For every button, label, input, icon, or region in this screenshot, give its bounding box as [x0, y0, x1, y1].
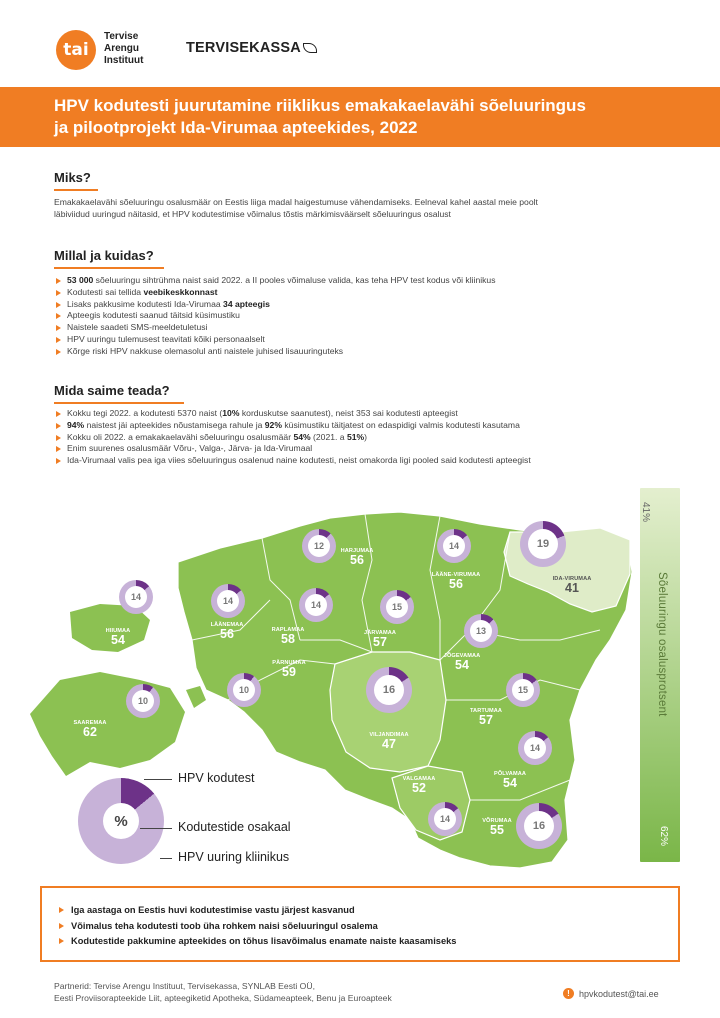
text: Kodutesti sai tellida	[67, 286, 144, 297]
section-title-mida: Mida saime teada?	[54, 383, 170, 398]
county-donut	[119, 580, 153, 614]
text: Naistele saadeti SMS-meeldetuletusi	[67, 322, 208, 333]
county-donut	[518, 731, 552, 765]
donut-value: 14	[434, 808, 456, 830]
tai-logo-mark: tai	[63, 40, 89, 60]
county-label	[432, 572, 481, 591]
county-name: TARTUMAA	[469, 708, 503, 714]
text: (2021. a	[310, 431, 347, 442]
donut-value: 16	[374, 675, 404, 705]
county-label	[272, 660, 305, 679]
county-donut	[520, 521, 566, 567]
donut-value: 19	[528, 529, 558, 559]
county-participation: 47	[382, 737, 396, 751]
county-name: LÄÄNE-VIRUMAA	[431, 572, 481, 578]
county-name: HARJUMAA	[340, 548, 374, 554]
bold-text: 94%	[67, 419, 85, 430]
county-donut	[506, 673, 540, 707]
county-participation: 55	[490, 823, 504, 837]
donut-value: 14	[125, 586, 147, 608]
bold-text: veebikeskkonnast	[143, 286, 218, 297]
donut-value: 13	[470, 620, 492, 642]
county-participation: 54	[455, 658, 469, 672]
scale-max-label: 62%	[658, 826, 669, 847]
county-name: PÄRNUMAA	[272, 660, 306, 666]
tervisekassa-logo-text: TERVISEKASSA	[186, 40, 301, 56]
partners-line: Partnerid: Tervise Arengu Instituut, Tervisekassa, SYNLAB Eesti OÜ,	[54, 981, 315, 991]
section-title-miks: Miks?	[54, 170, 91, 185]
partners-text	[54, 980, 574, 1004]
county-name: HIIUMAA	[105, 628, 131, 634]
legend-line	[144, 779, 172, 780]
donut-value: 15	[386, 596, 408, 618]
county-name: SAAREMAA	[73, 720, 107, 726]
county-label	[470, 708, 502, 727]
text: sõeluuringu sihtrühma naist said 2022. a II pooles võimaluse valida, kas teha HPV test kodus või kliinikus	[93, 275, 496, 285]
county-name: RAPLAMAA	[271, 627, 305, 633]
county-donut	[227, 673, 261, 707]
county-donut	[380, 590, 414, 624]
county-participation: 52	[412, 781, 426, 795]
county-donut	[437, 529, 471, 563]
donut-value: 10	[132, 690, 154, 712]
text: naistest jäi apteekides nõustamisega rahule ja	[84, 419, 265, 430]
bold-text: 92%	[264, 419, 282, 430]
county-label	[482, 818, 512, 837]
bold-text: 51%	[346, 431, 365, 442]
bold-text: 54%	[293, 431, 311, 442]
saaremaa-shape	[30, 672, 185, 776]
partners-line: Eesti Proviisorapteekide Liit, apteegiketid Apotheka, Südameapteek, Benu ja Euroapteek	[54, 993, 392, 1003]
county-label	[272, 627, 305, 646]
miks-text-line: läbiviidud uuringud näitasid, et HPV kodutestimise võimalus tõstis märkimisväärselt sõeluuringus osalust	[54, 209, 451, 219]
donut-value: 16	[524, 811, 554, 841]
county-participation: 41	[565, 581, 579, 595]
scale-min-label: 41%	[640, 502, 651, 523]
email-text[interactable]: hpvkodutest@tai.ee	[579, 988, 659, 999]
miks-text-line: Emakakaelavähi sõeluuringu osalusmäär on Eestis liiga madal haigestumuse vähendamiseks. Eelneval kahel aastal meie poolt	[54, 197, 538, 207]
county-name: PÕLVAMAA	[494, 771, 526, 777]
county-name: IDA-VIRUMAA	[552, 576, 592, 582]
text: Apteegis kodutesti saanud täitsid küsimustiku	[67, 310, 240, 321]
summary-box	[40, 886, 680, 962]
text: HPV uuringu tulemusest teavitati kõiki personaalselt	[67, 333, 265, 344]
county-label	[364, 630, 396, 649]
text: Ida-Virumaal valis pea iga viies sõeluuringus osalenud naine kodutesti, neist omakorda ligi pooled said kodutesti apteegist	[67, 455, 531, 466]
text: korduskutse saanutest), neist 353 sai kodutesti apteegist	[239, 408, 458, 418]
county-donut	[516, 803, 562, 849]
text: Kokku tegi 2022. a kodutesti 5370 naist (	[67, 408, 223, 418]
county-name: JÕGEVAMAA	[443, 653, 481, 659]
tai-name-line: Tervise	[104, 31, 139, 42]
text: Enim suurenes osalusmäär Võru-, Valga-, Järva- ja Ida-Virumaal	[67, 443, 313, 454]
info-icon: !	[563, 988, 574, 999]
summary-item: Võimalus teha kodutesti toob üha rohkem naisi sõeluuringul osalema	[58, 919, 456, 935]
bold-text: 34 apteegis	[223, 298, 270, 309]
legend-clinic: HPV uuring kliinikus	[178, 850, 290, 864]
section-title-millal: Millal ja kuidas?	[54, 248, 154, 263]
legend-donut-hole	[103, 803, 139, 839]
county-name: VALGAMAA	[402, 776, 436, 782]
county-donut	[126, 684, 160, 718]
tai-name-line: Instituut	[104, 55, 144, 66]
donut-value: 12	[308, 535, 330, 557]
text: Lisaks pakkusime kodutesti Ida-Virumaa	[67, 298, 224, 309]
county-participation: 57	[373, 635, 387, 649]
county-donut	[464, 614, 498, 648]
donut-value: 15	[512, 679, 534, 701]
donut-value: 14	[524, 737, 546, 759]
donut-value: 10	[233, 679, 255, 701]
county-name: LÄÄNEMAA	[210, 622, 244, 628]
county-label	[403, 776, 436, 795]
county-label	[73, 720, 106, 739]
percent-symbol: %	[114, 812, 128, 830]
muhu-shape	[186, 686, 206, 708]
legend-home-test: HPV kodutest	[178, 771, 255, 785]
bold-text: 10%	[222, 408, 240, 418]
county-donut	[366, 667, 412, 713]
donut-value: 14	[217, 590, 239, 612]
legend-donut	[78, 778, 164, 864]
county-participation: 56	[449, 577, 463, 591]
county-participation: 54	[503, 776, 517, 790]
legend-line	[160, 858, 172, 859]
county-participation: 57	[479, 713, 493, 727]
county-name: JÄRVAMAA	[364, 630, 396, 636]
county-participation: 56	[220, 627, 234, 641]
county-participation: 59	[282, 665, 296, 679]
county-name: VÕRUMAA	[482, 818, 512, 824]
county-participation: 58	[281, 632, 295, 646]
legend-share: Kodutestide osakaal	[178, 820, 291, 834]
county-donut	[428, 802, 462, 836]
contact-email[interactable]	[563, 988, 659, 999]
page-title-line: ja pilootprojekt Ida-Virumaa apteekides, 2022	[54, 118, 418, 137]
summary-item: Iga aastaga on Eestis huvi kodutestimise vastu järjest kasvanud	[58, 903, 456, 919]
county-donut	[302, 529, 336, 563]
text: Kõrge riski HPV nakkuse olemasolul anti naistele juhised lisauuringuteks	[67, 345, 344, 356]
county-participation: 56	[350, 553, 364, 567]
county-label	[369, 732, 408, 751]
county-label	[553, 576, 592, 595]
tai-name-line: Arengu	[104, 43, 139, 54]
text: )	[364, 431, 368, 442]
county-label	[211, 622, 244, 641]
page-title-line: HPV kodutesti juurutamine riiklikus emakakaelavähi sõeluuringus	[54, 96, 586, 115]
summary-item: Kodutestide pakkumine apteekides on tõhus lisavõimalus enamate naiste kaasamiseks	[58, 934, 456, 950]
county-name: VILJANDIMAA	[369, 732, 409, 738]
summary-list	[58, 903, 456, 950]
bold-text: 53 000	[67, 275, 94, 285]
county-donut	[211, 584, 245, 618]
county-participation: 54	[111, 633, 125, 647]
county-donut	[299, 588, 333, 622]
donut-value: 14	[305, 594, 327, 616]
county-label	[494, 771, 526, 790]
county-label	[106, 628, 131, 647]
county-participation: 62	[83, 725, 97, 739]
legend-line	[140, 828, 172, 829]
donut-value: 14	[443, 535, 465, 557]
text: küsimustiku täitjatest on edaspidigi valmis kodutesti kasutama	[281, 419, 520, 430]
county-label	[444, 653, 481, 672]
scale-title: Sõeluuringu osalusprotsent	[656, 572, 668, 717]
text: Kokku oli 2022. a emakakaelavähi sõeluuringu osalusmäär	[67, 431, 294, 442]
county-label	[341, 548, 374, 567]
